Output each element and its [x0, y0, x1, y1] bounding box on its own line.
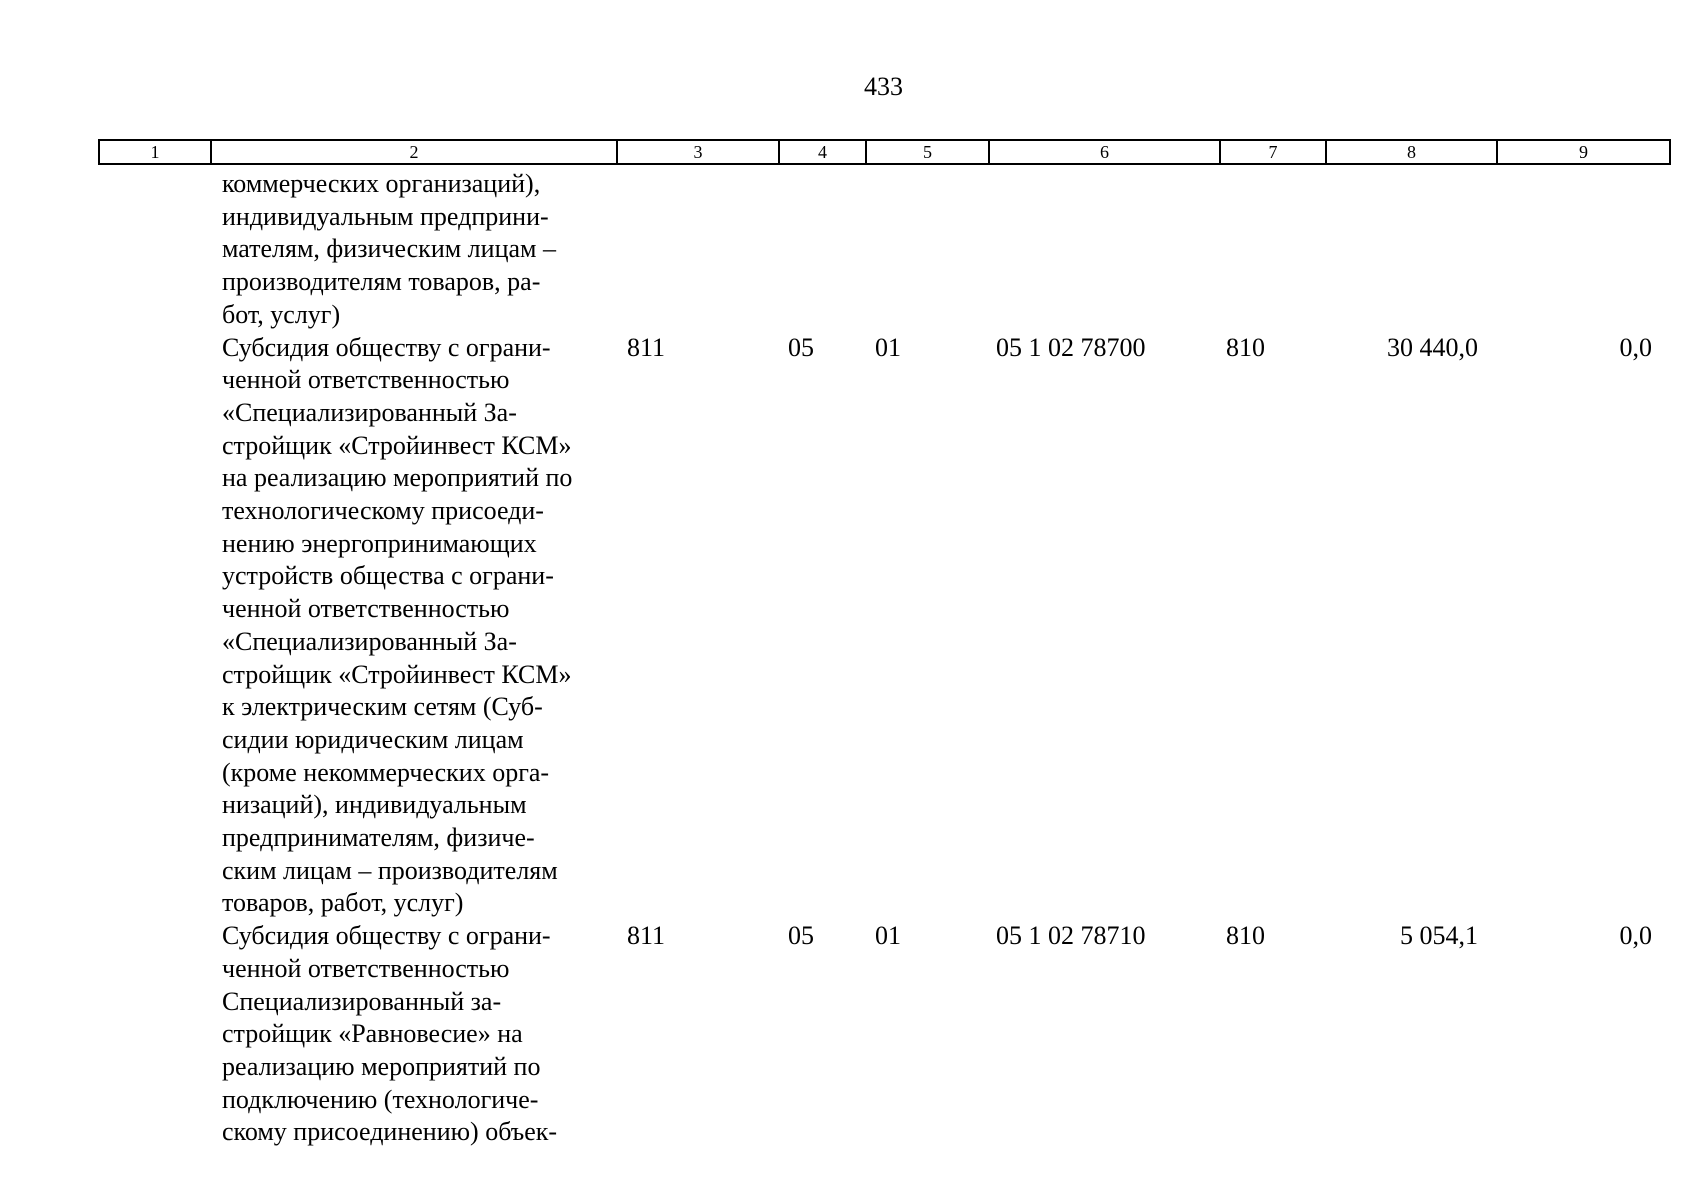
page-number: 433: [864, 72, 903, 101]
column-number-3: 3: [617, 140, 779, 164]
column-number-2: 2: [211, 140, 617, 164]
table-row: [0, 920, 1697, 1149]
column-number-5: 5: [866, 140, 989, 164]
cell-expense-type: 810: [1226, 332, 1265, 362]
table-row: [0, 168, 1697, 332]
column-number-8: 8: [1326, 140, 1497, 164]
cell-subsection: 01: [875, 332, 901, 362]
cell-amount-col9: 0,0: [1619, 332, 1652, 362]
cell-target-article: 05 1 02 78700: [996, 332, 1146, 362]
column-number-9: 9: [1497, 140, 1670, 164]
row-description: коммерческих организаций), индивидуальным предприни- мателям, физическим лицам – производителям товаров, ра- бот, услуг): [222, 169, 556, 329]
cell-section: 05: [788, 921, 814, 951]
row-description: Субсидия обществу с ограни- ченной ответственностью «Специализированный За- стройщик «Стройинвест КСМ» на реализацию мероприятий по технологическому присоеди- нению энергопринимающих устройств общества с ограни- ченной ответственностью «Специализированный За- стройщик «Стройинвест КСМ» к электрическим сетям (Суб- сидии юридическим лицам (кроме некоммерческих орга- низаций), индивидуальным предпринимателям, физиче- ским лицам – производителям товаров, работ, услуг): [222, 332, 573, 918]
table-body: [0, 168, 1697, 1149]
cell-ministry-code: 811: [627, 332, 666, 362]
column-number-4: 4: [779, 140, 866, 164]
column-number-6: 6: [989, 140, 1220, 164]
cell-target-article: 05 1 02 78710: [996, 921, 1146, 951]
cell-subsection: 01: [875, 921, 901, 951]
row-description: Субсидия обществу с ограни- ченной ответственностью Специализированный за- стройщик «Равновесие» на реализацию мероприятий по подключению (технологиче- скому присоединению) объек-: [222, 921, 558, 1147]
column-number-header: [98, 139, 1671, 165]
column-number-1: 1: [99, 140, 211, 164]
cell-amount-col8: 5 054,1: [1400, 921, 1478, 951]
cell-section: 05: [788, 332, 814, 362]
column-number-7: 7: [1220, 140, 1326, 164]
cell-expense-type: 810: [1226, 921, 1265, 951]
cell-amount-col8: 30 440,0: [1387, 332, 1478, 362]
table-row: [0, 332, 1697, 921]
cell-amount-col9: 0,0: [1619, 921, 1652, 951]
cell-ministry-code: 811: [627, 921, 666, 951]
